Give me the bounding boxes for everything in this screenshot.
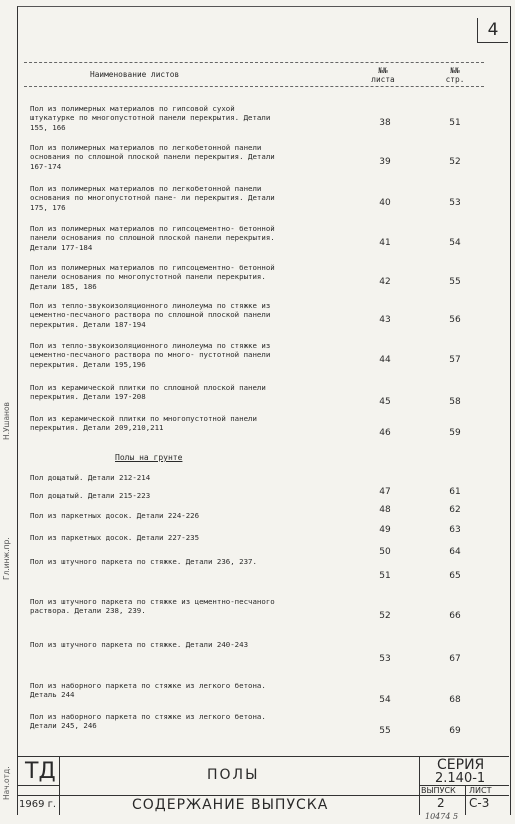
page-number-box [477,18,508,43]
contents-item-page: 62 [449,505,461,515]
title-block [17,756,509,815]
contents-item-page: 61 [449,487,461,497]
contents-item-page: 69 [449,726,461,736]
contents-item-page: 54 [449,238,461,248]
contents-item-page: 51 [449,118,461,128]
contents-item-sheet: 43 [379,315,391,325]
contents-item-page: 57 [449,355,461,365]
contents-item-page: 55 [449,277,461,287]
sheet-label: ЛИСТ [469,786,492,795]
contents-item-name: Пол из тепло-звукоизоляционного линолеума по стяжке из цементно-песчаного раствора по сплошной плоской панели перекрытия. Детали 187-194 [30,301,271,329]
col-header-name: Наименование листов [90,70,180,79]
contents-item-page: 65 [449,571,461,581]
stamp-text: Нач.отд. [2,766,11,800]
contents-item-name: Пол из штучного паркета по стяжке. Детали 236, 237. [30,557,257,566]
issue-label: ВЫПУСК [421,786,456,795]
contents-item-name: Пол из тепло-звукоизоляционного линолеума по стяжке из цементно-песчаного раствора по много- пустотной панели перекрытия. Детали 195,196 [30,341,271,369]
contents-item-sheet: 55 [379,726,391,736]
contents-item-name: Пол из наборного паркета по стяжке из легкого бетона. Деталь 244 [30,681,266,700]
contents-item-sheet: 48 [379,505,391,515]
contents-item-name: Пол из паркетных досок. Детали 224-226 [30,511,200,520]
contents-item-name: Пол из наборного паркета по стяжке из легкого бетона. Детали 245, 246 [30,712,266,731]
contents-item-name: Пол из полимерных материалов по легкобетонной панели основания по многопустотной пане- ли перекрытия. Детали 175, 176 [30,184,275,212]
stamp-text: Н.Ушанов [2,402,11,440]
contents-item-page: 58 [449,397,461,407]
contents-item-page: 53 [449,198,461,208]
section-title: Полы на грунте [115,453,183,462]
year-label: 1969 г. [19,799,57,810]
contents-item-sheet: 51 [379,571,391,581]
contents-item-sheet: 44 [379,355,391,365]
contents-item-name: Пол из полимерных материалов по гипсовой сухой штукатурке по многопустотной панели перекрытия. Детали 155, 166 [30,104,271,132]
col-header-page: №№ стр. [445,66,465,84]
contents-item-sheet: 39 [379,157,391,167]
contents-item-name: Пол дощатый. Детали 215-223 [30,491,151,500]
contents-item-sheet: 53 [379,654,391,664]
doc-title-top: ПОЛЫ [207,767,260,783]
col-header-sheet: №№ листа [371,66,395,84]
contents-item-name: Пол из керамической плитки по многопустотной панели перекрытия. Детали 209,210,211 [30,414,257,433]
org-mark: ТД [25,759,56,784]
contents-item-sheet: 54 [379,695,391,705]
contents-item-page: 64 [449,547,461,557]
contents-item-name: Пол из полимерных материалов по гипсоцементно- бетонной панели основания по многопустотной панели перекрытия. Детали 185, 186 [30,263,275,291]
contents-item-sheet: 50 [379,547,391,557]
contents-item-sheet: 41 [379,238,391,248]
contents-item-page: 63 [449,525,461,535]
doc-title-bottom: СОДЕРЖАНИЕ ВЫПУСКА [132,797,329,813]
contents-item-page: 66 [449,611,461,621]
contents-item-page: 59 [449,428,461,438]
header-rule [24,86,484,87]
contents-item-page: 67 [449,654,461,664]
contents-item-sheet: 42 [379,277,391,287]
contents-item-page: 52 [449,157,461,167]
contents-item-sheet: 47 [379,487,391,497]
left-stamp-strip [0,60,16,800]
issue-value: 2 [437,796,445,810]
contents-item-sheet: 38 [379,118,391,128]
contents-item-name: Пол из полимерных материалов по гипсоцементно- бетонной панели основания по сплошной плоской панели перекрытия. Детали 177-184 [30,224,275,252]
contents-item-sheet: 45 [379,397,391,407]
header-rule [24,62,484,63]
contents-item-sheet: 52 [379,611,391,621]
series-value: 2.140-1 [435,771,486,786]
stamp-text: Гл.инж.пр. [2,537,11,580]
contents-item-name: Пол из керамической плитки по сплошной плоской панели перекрытия. Детали 197-208 [30,383,266,402]
contents-item-name: Пол из паркетных досок. Детали 227-235 [30,533,200,542]
contents-item-name: Пол из штучного паркета по стяжке. Детали 240-243 [30,640,249,649]
page-number: 4 [487,20,499,40]
contents-item-name: Пол из полимерных материалов по легкобетонной панели основания по сплошной плоской панели перекрытия. Детали 167-174 [30,143,275,171]
contents-item-name: Пол дощатый. Детали 212-214 [30,473,151,482]
contents-item-page: 56 [449,315,461,325]
footer-note: 10474 5 [425,812,459,821]
sheet-value: С-3 [469,796,490,810]
contents-item-name: Пол из штучного паркета по стяжке из цементно-песчаного раствора. Детали 238, 239. [30,597,275,616]
series-label: СЕРИЯ [437,757,485,773]
contents-item-sheet: 46 [379,428,391,438]
contents-item-sheet: 40 [379,198,391,208]
contents-item-sheet: 49 [379,525,391,535]
contents-item-page: 68 [449,695,461,705]
